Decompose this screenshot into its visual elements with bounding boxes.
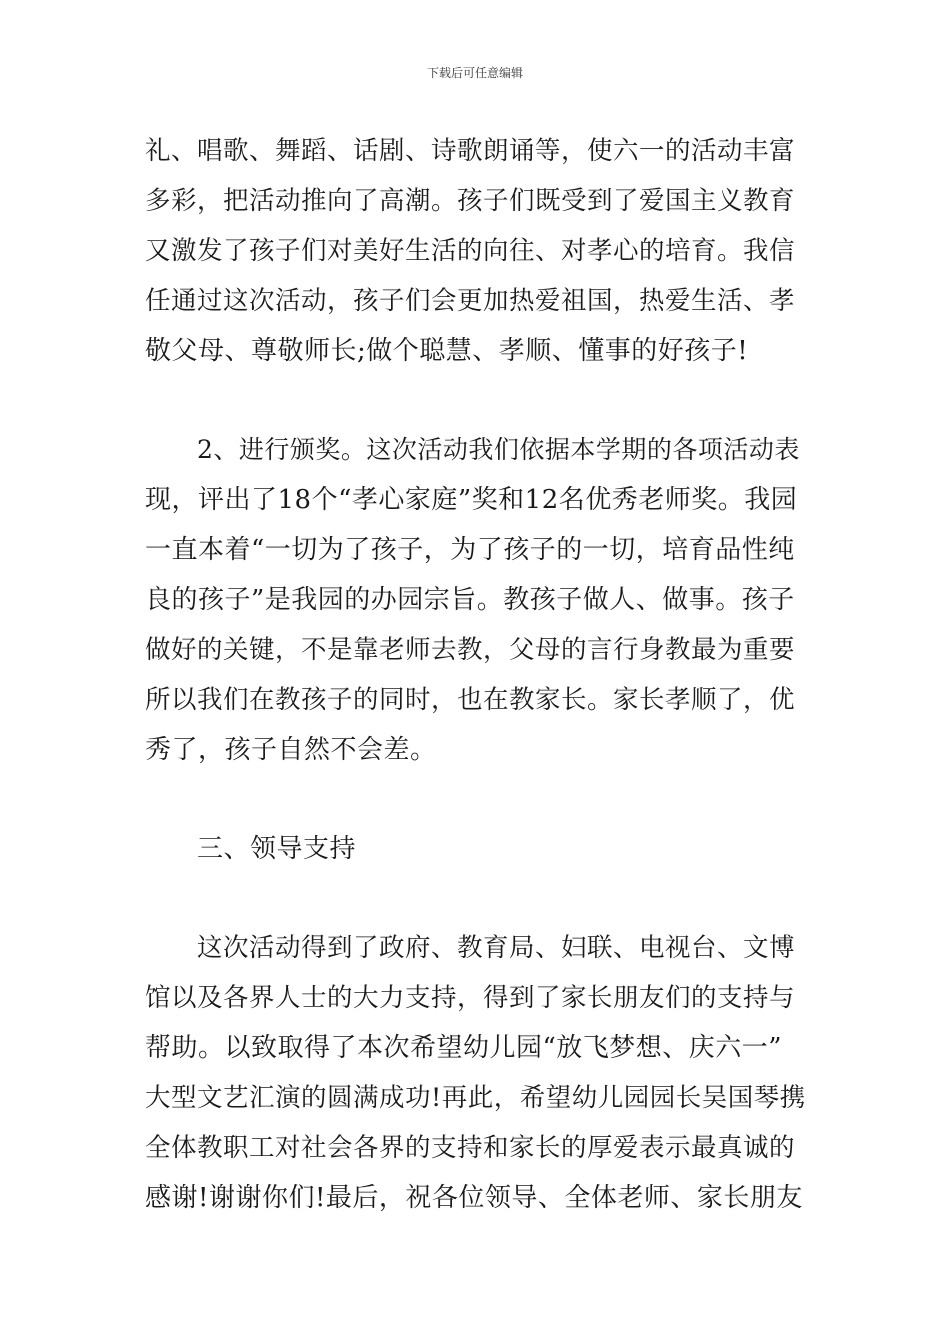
text-line: 敬父母、尊敬师长;做个聪慧、孝顺、懂事的好孩子! [145, 336, 749, 366]
text-line: 礼、唱歌、舞蹈、话剧、诗歌朗诵等，使六一的活动丰富 [145, 136, 796, 166]
text-line: 馆以及各界人士的大力支持，得到了家长朋友们的支持与 [145, 983, 796, 1013]
text-line: 感谢!谢谢你们!最后，祝各位领导、全体老师、家长朋友 [145, 1183, 803, 1213]
text-line: 良的孩子”是我园的办园宗旨。教孩子做人、做事。孩子 [145, 585, 795, 615]
text-line: 又激发了孩子们对美好生活的向往、对孝心的培育。我信 [145, 236, 796, 266]
text-line: 这次活动得到了政府、教育局、妇联、电视台、文博 [197, 933, 796, 963]
text-line: 帮助。以致取得了本次希望幼儿园“放飞梦想、庆六一” [145, 1033, 783, 1063]
text-line: 所以我们在教孩子的同时，也在教家长。家长孝顺了，优 [145, 685, 796, 715]
text-line: 做好的关键，不是靠老师去教，父母的言行身教最为重要 [145, 635, 796, 665]
text-line: 秀了，孩子自然不会差。 [145, 735, 437, 765]
text-line: 全体教职工对社会各界的支持和家长的厚爱表示最真诚的 [145, 1133, 796, 1163]
page-header: 下载后可任意编辑 [426, 66, 523, 80]
text-line: 一直本着“一切为了孩子，为了孩子的一切，培育品性纯 [145, 535, 795, 565]
text-line: 2、进行颁奖。这次活动我们依据本学期的各项活动表 [197, 435, 800, 464]
text-line: 多彩，把活动推向了高潮。孩子们既受到了爱国主义教育 [145, 186, 796, 216]
text-line: 任通过这次活动，孩子们会更加热爱祖国，热爱生活、孝 [145, 286, 796, 316]
text-line: 大型文艺汇演的圆满成功!再此，希望幼儿园园长吴国琴携 [145, 1083, 806, 1113]
text-line: 现，评出了18个“孝心家庭”奖和12名优秀老师奖。我园 [145, 485, 798, 515]
section-heading: 三、领导支持 [197, 834, 357, 864]
